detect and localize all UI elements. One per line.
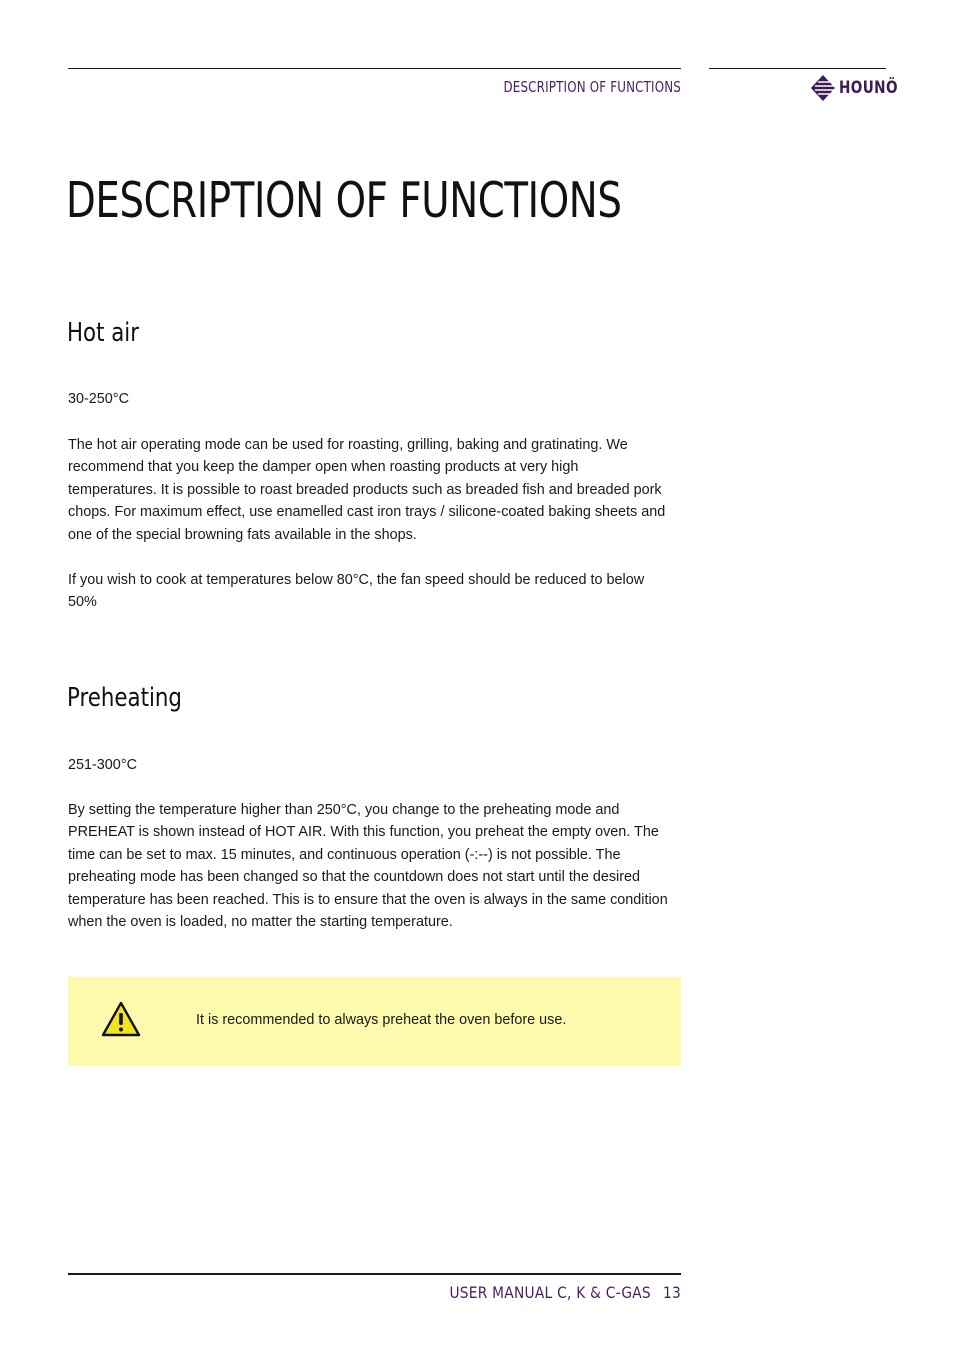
page-number: 13 [662, 1283, 681, 1302]
header-section-title: DESCRIPTION OF FUNCTIONS [503, 78, 681, 96]
warning-icon [101, 1001, 141, 1037]
preheating-range: 251-300°C [68, 757, 137, 773]
recommendation-note [68, 977, 681, 1066]
hot-air-heading: Hot air [67, 318, 139, 348]
page-title: DESCRIPTION OF FUNCTIONS [66, 172, 622, 229]
hounoe-logo [810, 73, 913, 103]
note-text: It is recommended to always preheat the oven before use. [196, 1012, 567, 1028]
footer-manual-title: USER MANUAL C, K & C-GAS [449, 1283, 651, 1302]
footer [154, 1283, 681, 1302]
header-rule-right [709, 68, 886, 69]
hot-air-range: 30-250°C [68, 391, 129, 407]
logo-text: HOUNÖ [839, 78, 898, 98]
logo-diamond-icon [810, 74, 836, 102]
hot-air-paragraph-1: The hot air operating mode can be used for roasting, grilling, baking and gratinating. We recommend that you keep the damper open when roasting products at very high temperatures. It is possible to roast breaded products such as breaded fish and breaded pork chops. For maximum effect, use enamelled cast iron trays / silicone-coated baking sheets and one of the special browning fats available in the shops. [68, 437, 666, 543]
preheating-paragraph-1: By setting the temperature higher than 250°C, you change to the preheating mode and PREHEAT is shown instead of HOT AIR. With this function, you preheat the empty oven. The time can be set to max. 15 minutes, and continuous operation (-:--) is not possible. The preheating mode has been changed so that the countdown does not start until the desired temperature has been reached. This is to ensure that the oven is always in the same condition when the oven is loaded, no matter the starting temperature. [68, 802, 668, 931]
header-rule-left [68, 68, 681, 69]
hot-air-paragraph-2: If you wish to cook at temperatures below 80°C, the fan speed should be reduced to below 50% [68, 572, 645, 611]
preheating-heading: Preheating [67, 683, 182, 713]
footer-rule [68, 1273, 681, 1275]
